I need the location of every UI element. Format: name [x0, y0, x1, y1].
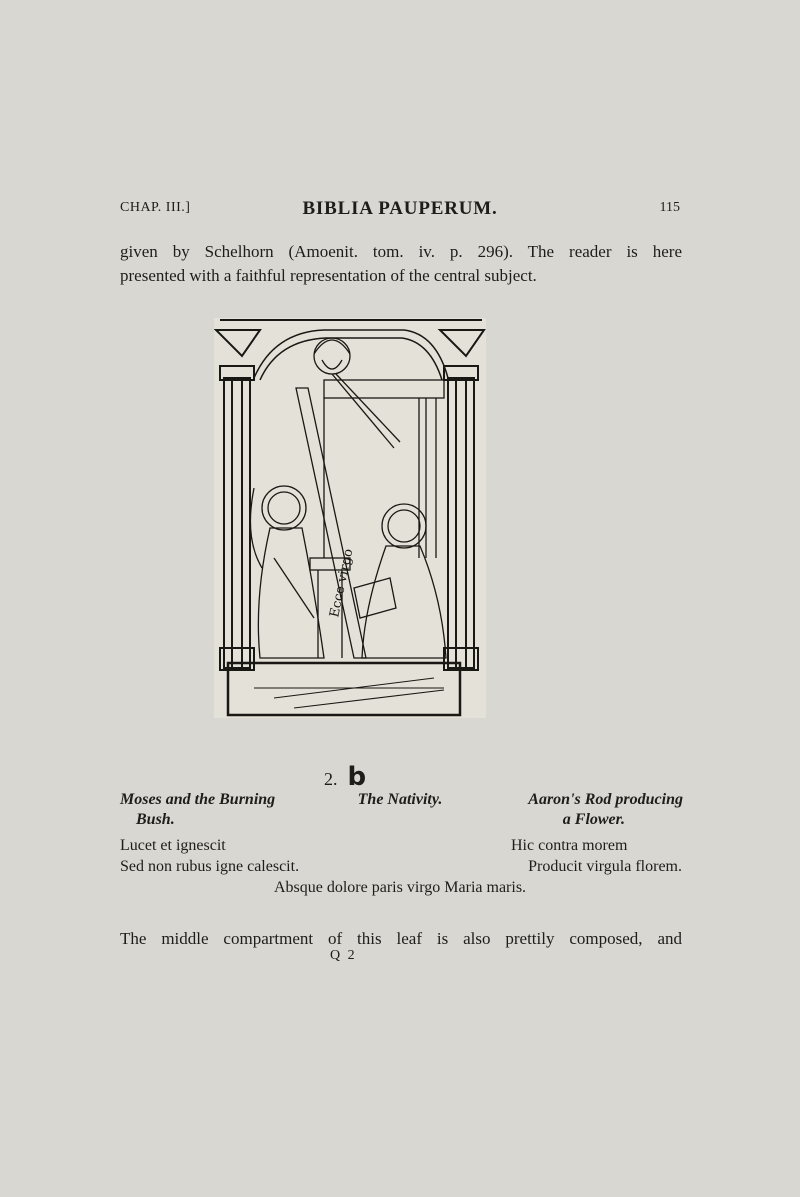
page-number: 115: [659, 200, 680, 215]
plate-marker: [300, 762, 390, 792]
caption-right: [488, 790, 683, 830]
verse-center: Absque dolore paris virgo Maria maris.: [273, 879, 527, 896]
chapter-label: CHAP. III.]: [120, 200, 191, 215]
running-title: BIBLIA PAUPERUM.: [302, 198, 498, 219]
closing-paragraph: [120, 927, 682, 951]
intro-paragraph: [120, 240, 682, 288]
verse-right-1: Hic contra morem: [511, 837, 628, 854]
intro-line-2: presented with a faithful representation of the central subject.: [120, 266, 537, 285]
caption-middle: The Nativity.: [357, 791, 443, 808]
verse-left-1: Lucet et ignescit: [120, 837, 226, 854]
verse-right-1-wrap: [487, 835, 682, 856]
verse-left-2: Sed non rubus igne calescit.: [120, 858, 300, 875]
closing-line-1: The middle compartment of this leaf is also prettily composed, and: [120, 929, 682, 948]
woodcut-illustration: [214, 318, 486, 718]
plate-number: 2.: [323, 769, 338, 789]
intro-line-1: given by Schelhorn (Amoenit. tom. iv. p. 296). The reader is here: [120, 242, 682, 261]
scroll-text: Ecce virgo: [327, 547, 357, 619]
verse-right-2: Producit virgula florem.: [528, 858, 682, 875]
caption-left: [120, 790, 300, 830]
signature-mark: Q 2: [330, 948, 357, 963]
caption-right-line-2: a Flower.: [562, 811, 625, 828]
caption-left-line-2: Bush.: [136, 811, 175, 828]
caption-right-line-1: Aaron's Rod producing: [528, 791, 683, 808]
plate-letter: b: [347, 762, 367, 792]
caption-left-line-1: Moses and the Burning: [120, 791, 276, 808]
running-header: [120, 200, 680, 224]
